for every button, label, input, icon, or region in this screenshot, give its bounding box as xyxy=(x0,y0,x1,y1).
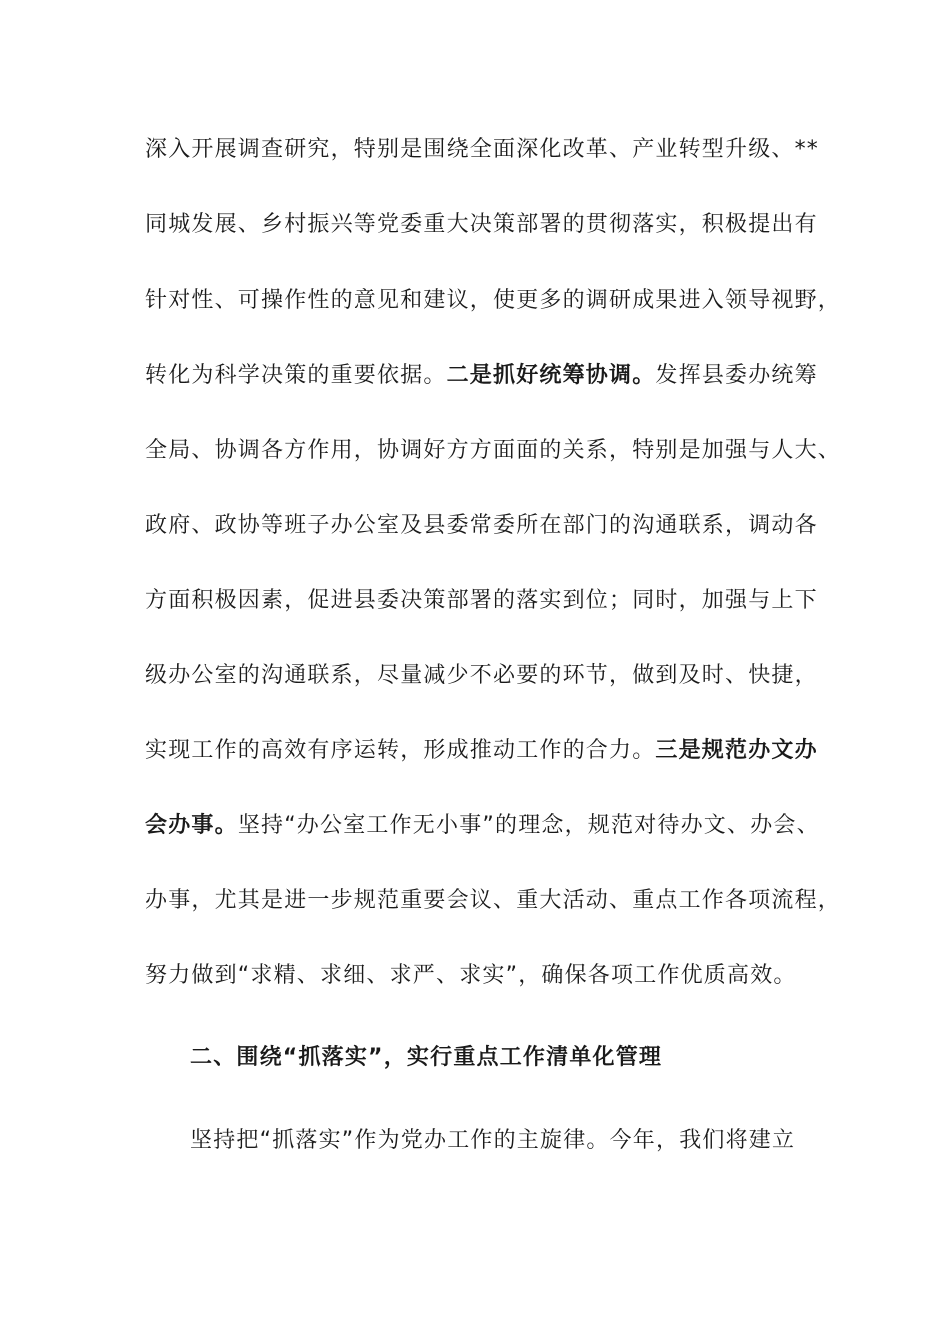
text-span: 政府、政协等班子办公室及县委常委所在部门的沟通联系，调动各 xyxy=(145,513,818,538)
text-span: 实现工作的高效有序运转，形成推动工作的合力。 xyxy=(145,738,656,763)
text-line-8 xyxy=(145,661,825,691)
section-heading: 二、围绕“抓落实”，实行重点工作清单化管理 xyxy=(190,1045,663,1070)
paragraph-first-line: 坚持把“抓落实”作为党办工作的主旋律。今年，我们将建立 xyxy=(190,1128,796,1153)
text-line-10 xyxy=(145,811,825,841)
text-span: 转化为科学决策的重要依据。 xyxy=(145,363,447,388)
text-span: 深入开展调查研究，特别是围绕全面深化改革、产业转型升级、** xyxy=(145,137,820,162)
text-line-3 xyxy=(145,286,842,316)
text-span: 级办公室的沟通联系，尽量减少不必要的环节，做到及时、快捷， xyxy=(145,663,818,688)
text-span: 针对性、可操作性的意见和建议，使更多的调研成果进入领导视野， xyxy=(145,288,842,313)
bold-text-span: 二是抓好统筹协调。 xyxy=(446,363,656,388)
text-line-9 xyxy=(145,736,825,766)
text-span: 办事，尤其是进一步规范重要会议、重大活动、重点工作各项流程， xyxy=(145,888,842,913)
text-span: 方面积极因素，促进县委决策部署的落实到位；同时，加强与上下 xyxy=(145,588,818,613)
text-line-12 xyxy=(145,961,825,991)
text-span: 全局、协调各方作用，协调好方方面面的关系，特别是加强与人大、 xyxy=(145,438,842,463)
text-line-6 xyxy=(145,511,825,541)
text-line-4 xyxy=(145,361,825,391)
text-line-5 xyxy=(145,436,842,466)
text-span: 同城发展、乡村振兴等党委重大决策部署的贯彻落实，积极提出有 xyxy=(145,212,818,237)
text-span: 坚持“办公室工作无小事”的理念，规范对待办文、办会、 xyxy=(237,813,820,838)
bold-text-span: 会办事。 xyxy=(145,813,238,838)
text-line-11 xyxy=(145,886,842,916)
text-span: 发挥县委办统筹 xyxy=(655,363,818,388)
text-line-7 xyxy=(145,586,825,616)
text-line-2 xyxy=(145,210,825,240)
bold-text-span: 三是规范办文办 xyxy=(655,738,818,763)
text-line-1 xyxy=(145,135,825,165)
text-span: 努力做到“求精、求细、求严、求实”，确保各项工作优质高效。 xyxy=(145,963,797,988)
